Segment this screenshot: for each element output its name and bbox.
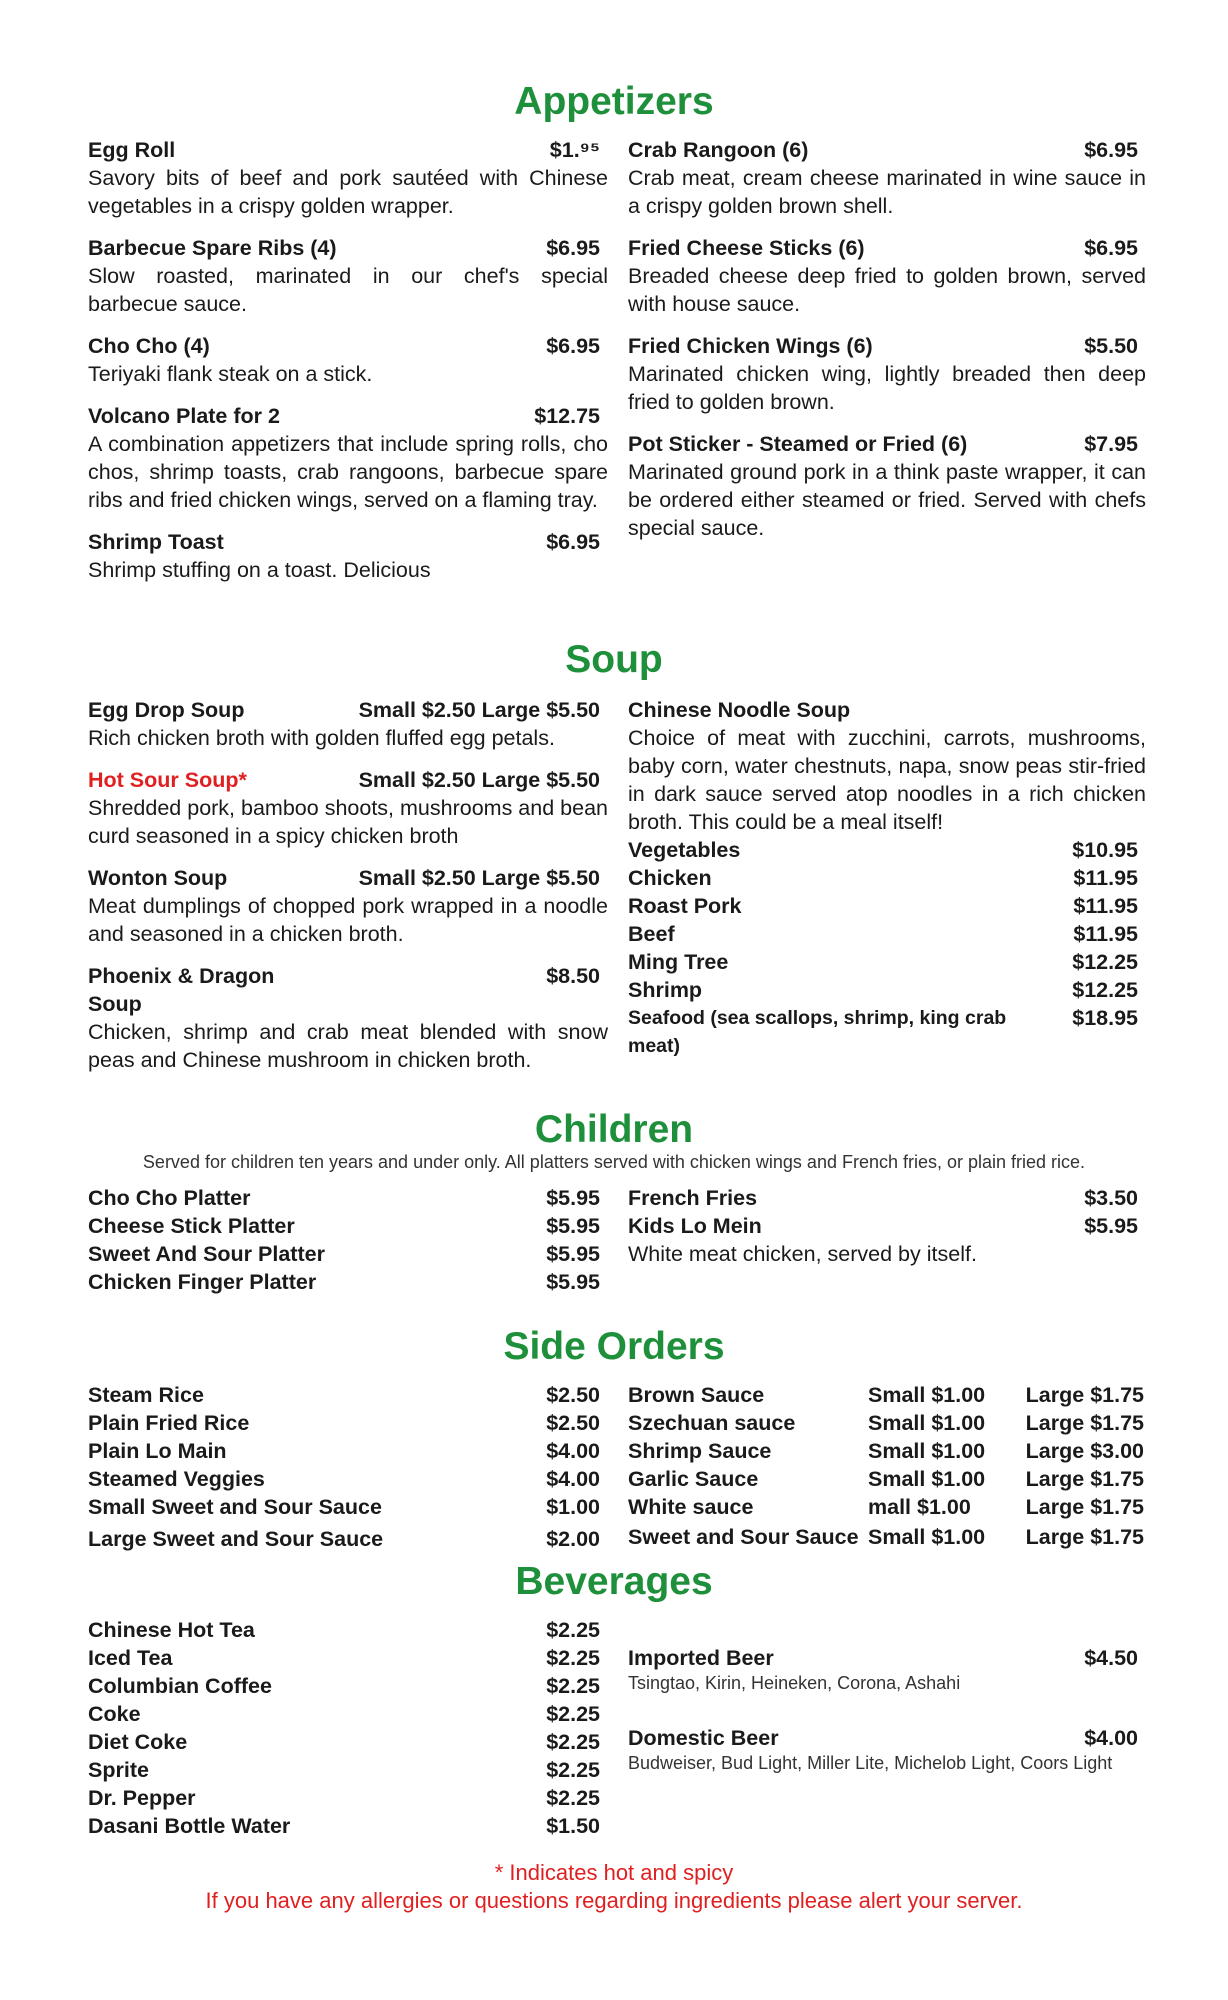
list-item <box>88 1700 608 1728</box>
item-name-spicy: Hot Sour Soup* <box>88 768 247 792</box>
item-name: Large Sweet and Sour Sauce <box>88 1527 384 1551</box>
option-price: $11.95 <box>1073 922 1138 946</box>
appetizers-heading: Appetizers <box>514 80 714 123</box>
item-name: Wonton Soup <box>88 866 228 890</box>
large-price: Large $3.00 <box>1025 1439 1144 1463</box>
item-name: Columbian Coffee <box>88 1674 272 1698</box>
list-item <box>628 1724 1146 1752</box>
menu-item <box>88 332 608 388</box>
item-price: $5.95 <box>546 1186 600 1210</box>
item-price: $1.50 <box>546 1814 600 1838</box>
item-name: Small Sweet and Sour Sauce <box>88 1495 382 1519</box>
soup-heading: Soup <box>565 638 663 681</box>
option-name: Seafood (sea scallops, shrimp, king crab meat) <box>628 1007 1007 1057</box>
option-name: Beef <box>628 922 675 946</box>
item-price: $6.95 <box>546 530 600 554</box>
list-item <box>628 1523 1146 1551</box>
item-name: Crab Rangoon (6) <box>628 138 809 162</box>
item-price: $6.95 <box>1084 236 1138 260</box>
item-price: $2.25 <box>546 1702 600 1726</box>
item-price: $5.95 <box>546 1214 600 1238</box>
item-name: Cheese Stick Platter <box>88 1214 295 1238</box>
beverages-left-column <box>88 1616 608 1840</box>
list-item <box>628 1493 1146 1521</box>
soup-left-column <box>88 696 608 1088</box>
menu-item <box>88 234 608 318</box>
appetizers-left-column <box>88 136 608 598</box>
list-item <box>628 1644 1146 1672</box>
item-name: Iced Tea <box>88 1646 173 1670</box>
item-name: Diet Coke <box>88 1730 188 1754</box>
children-heading: Children <box>534 1108 694 1151</box>
item-name: Plain Lo Main <box>88 1439 227 1463</box>
list-item <box>88 1465 608 1493</box>
beer-brands: Tsingtao, Kirin, Heineken, Corona, Ashahi <box>628 1673 961 1693</box>
item-price: $7.95 <box>1084 432 1138 456</box>
appetizers-right-column <box>628 136 1146 556</box>
item-name: Fried Chicken Wings (6) <box>628 334 873 358</box>
small-price: mall $1.00 <box>868 1495 971 1519</box>
item-name: Sprite <box>88 1758 149 1782</box>
item-description: Breaded cheese deep fried to golden brown, served with house sauce. <box>628 264 1146 316</box>
item-price: $5.95 <box>1084 1214 1138 1238</box>
item-price: $3.50 <box>1084 1186 1138 1210</box>
spicy-note: * Indicates hot and spicy <box>494 1860 734 1885</box>
option-name: Shrimp <box>628 978 703 1002</box>
option-price: $18.95 <box>1072 1006 1138 1030</box>
children-note: Served for children ten years and under only. All platters served with chicken wings and French fries, or plain fried rice. <box>142 1152 1086 1172</box>
menu-item <box>628 234 1146 318</box>
small-price: Small $1.00 <box>868 1383 986 1407</box>
small-price: Small $1.00 <box>868 1525 986 1549</box>
item-price: $2.25 <box>546 1674 600 1698</box>
noodle-soup-column <box>628 696 1146 1060</box>
list-item <box>88 1525 608 1553</box>
sauce-name: Sweet and Sour Sauce <box>628 1525 859 1549</box>
option-name: Roast Pork <box>628 894 742 918</box>
item-description: Shredded pork, bamboo shoots, mushrooms and bean curd seasoned in a spicy chicken broth <box>88 796 608 848</box>
menu-item <box>88 962 608 1074</box>
menu-item <box>628 136 1146 220</box>
list-item <box>88 1812 608 1840</box>
list-item <box>88 1184 608 1212</box>
option-price: $10.95 <box>1072 838 1138 862</box>
children-right-column <box>628 1184 1146 1268</box>
option-price: $11.95 <box>1073 894 1138 918</box>
item-name: Imported Beer <box>628 1646 774 1670</box>
option-price: $12.25 <box>1072 950 1138 974</box>
option-row <box>628 836 1146 864</box>
large-price: Large $1.75 <box>1025 1467 1144 1491</box>
item-name: French Fries <box>628 1186 758 1210</box>
sides-left-column <box>88 1381 608 1553</box>
allergy-note: If you have any allergies or questions regarding ingredients please alert your server. <box>205 1888 1023 1913</box>
item-name: Steamed Veggies <box>88 1467 265 1491</box>
item-name: Chinese Noodle Soup <box>628 698 851 722</box>
item-sizes: $8.50 <box>546 964 600 988</box>
list-item <box>88 1784 608 1812</box>
beer-column <box>628 1644 1146 1774</box>
large-price: Large $1.75 <box>1025 1495 1144 1519</box>
item-price: $6.95 <box>546 236 600 260</box>
item-price: $1.⁹⁵ <box>549 138 600 162</box>
item-price: $2.25 <box>546 1758 600 1782</box>
item-price: $6.95 <box>1084 138 1138 162</box>
item-description: Slow roasted, marinated in our chef's special barbecue sauce. <box>88 264 608 316</box>
menu-item <box>88 696 608 752</box>
menu-item <box>88 402 608 514</box>
list-item <box>628 1465 1146 1493</box>
item-price: $4.00 <box>1084 1726 1138 1750</box>
item-name: Kids Lo Mein <box>628 1214 762 1238</box>
item-description: Crab meat, cream cheese marinated in wine sauce in a crispy golden brown shell. <box>628 166 1146 218</box>
item-description: Choice of meat with zucchini, carrots, mushrooms, baby corn, water chestnuts, napa, snow peas stir-fried in dark sauce served atop noodles in a rich chicken broth. This could be a meal itself! <box>628 726 1146 834</box>
item-name: Dr. Pepper <box>88 1786 196 1810</box>
list-item <box>88 1240 608 1268</box>
option-row <box>628 920 1146 948</box>
item-name: Steam Rice <box>88 1383 204 1407</box>
item-name: Cho Cho Platter <box>88 1186 251 1210</box>
list-item <box>88 1728 608 1756</box>
list-item <box>88 1616 608 1644</box>
item-price: $2.25 <box>546 1618 600 1642</box>
sauce-name: Szechuan sauce <box>628 1411 796 1435</box>
option-row <box>628 976 1146 1004</box>
item-name: Barbecue Spare Ribs (4) <box>88 236 337 260</box>
option-row <box>628 1004 1146 1060</box>
item-name: Egg Roll <box>88 138 176 162</box>
item-description: Shrimp stuffing on a toast. Delicious <box>88 558 431 582</box>
option-row <box>628 864 1146 892</box>
item-name: Coke <box>88 1702 141 1726</box>
item-description: Rich chicken broth with golden fluffed egg petals. <box>88 726 555 750</box>
item-price: $2.00 <box>546 1527 600 1551</box>
small-price: Small $1.00 <box>868 1411 986 1435</box>
item-sizes: Small $2.50 Large $5.50 <box>358 866 600 890</box>
option-row <box>628 948 1146 976</box>
item-sizes: Small $2.50 Large $5.50 <box>358 698 600 722</box>
option-name: Chicken <box>628 866 712 890</box>
item-price: $6.95 <box>546 334 600 358</box>
item-description: A combination appetizers that include spring rolls, cho chos, shrimp toasts, crab rangoons, barbecue spare ribs and fried chicken wings, served on a flaming tray. <box>88 432 608 512</box>
option-name: Vegetables <box>628 838 741 862</box>
menu-item <box>88 528 608 584</box>
item-price: $5.95 <box>546 1242 600 1266</box>
option-price: $12.25 <box>1072 978 1138 1002</box>
large-price: Large $1.75 <box>1025 1411 1144 1435</box>
list-item <box>628 1184 1146 1212</box>
item-name: Pot Sticker - Steamed or Fried (6) <box>628 432 968 456</box>
large-price: Large $1.75 <box>1025 1383 1144 1407</box>
item-price: $4.00 <box>546 1467 600 1491</box>
item-price: $2.50 <box>546 1411 600 1435</box>
list-item <box>628 1212 1146 1240</box>
list-item <box>628 1381 1146 1409</box>
sauces-right-column <box>628 1381 1146 1551</box>
option-name: Ming Tree <box>628 950 729 974</box>
item-price: $1.00 <box>546 1495 600 1519</box>
item-price: $4.50 <box>1084 1646 1138 1670</box>
item-name: Phoenix & Dragon Soup <box>88 964 275 1016</box>
option-row <box>628 892 1146 920</box>
item-description: Meat dumplings of chopped pork wrapped in a noodle and seasoned in a chicken broth. <box>88 894 608 946</box>
list-item <box>628 1437 1146 1465</box>
item-name: Chinese Hot Tea <box>88 1618 255 1642</box>
item-name: Chicken Finger Platter <box>88 1270 317 1294</box>
item-name: Cho Cho (4) <box>88 334 210 358</box>
sauce-name: Garlic Sauce <box>628 1467 759 1491</box>
beer-brands: Budweiser, Bud Light, Miller Lite, Michelob Light, Coors Light <box>628 1753 1113 1773</box>
list-item <box>88 1409 608 1437</box>
large-price: Large $1.75 <box>1025 1525 1144 1549</box>
item-price: $4.00 <box>546 1439 600 1463</box>
menu-item <box>628 332 1146 416</box>
list-item <box>88 1437 608 1465</box>
list-item <box>88 1268 608 1296</box>
item-price: $2.25 <box>546 1730 600 1754</box>
item-name: Plain Fried Rice <box>88 1411 250 1435</box>
list-item <box>88 1493 608 1521</box>
list-item <box>628 1409 1146 1437</box>
list-item <box>88 1644 608 1672</box>
small-price: Small $1.00 <box>868 1439 986 1463</box>
item-price: $2.25 <box>546 1646 600 1670</box>
item-name: Sweet And Sour Platter <box>88 1242 325 1266</box>
list-item <box>88 1672 608 1700</box>
small-price: Small $1.00 <box>868 1467 986 1491</box>
sauce-name: Brown Sauce <box>628 1383 765 1407</box>
item-description: Teriyaki flank steak on a stick. <box>88 362 373 386</box>
menu-item <box>88 136 608 220</box>
menu-item <box>88 864 608 948</box>
item-name: Egg Drop Soup <box>88 698 245 722</box>
item-price: $5.50 <box>1084 334 1138 358</box>
item-sizes: Small $2.50 Large $5.50 <box>358 768 600 792</box>
item-price: $5.95 <box>546 1270 600 1294</box>
item-description: White meat chicken, served by itself. <box>628 1242 977 1266</box>
children-left-column <box>88 1184 608 1296</box>
item-name: Domestic Beer <box>628 1726 779 1750</box>
item-name: Volcano Plate for 2 <box>88 404 280 428</box>
item-price: $12.75 <box>534 404 600 428</box>
item-description: Savory bits of beef and pork sautéed with Chinese vegetables in a crispy golden wrapper. <box>88 166 608 218</box>
sauce-name: Shrimp Sauce <box>628 1439 772 1463</box>
list-item <box>88 1756 608 1784</box>
option-price: $11.95 <box>1073 866 1138 890</box>
beverages-heading: Beverages <box>515 1560 713 1603</box>
item-name: Fried Cheese Sticks (6) <box>628 236 865 260</box>
sauce-name: White sauce <box>628 1495 754 1519</box>
item-name: Shrimp Toast <box>88 530 224 554</box>
list-item <box>88 1212 608 1240</box>
item-price: $2.25 <box>546 1786 600 1810</box>
item-description: Marinated chicken wing, lightly breaded then deep fried to golden brown. <box>628 362 1146 414</box>
side-orders-heading: Side Orders <box>503 1325 725 1368</box>
item-description: Chicken, shrimp and crab meat blended with snow peas and Chinese mushroom in chicken broth. <box>88 1020 608 1072</box>
menu-item <box>628 430 1146 542</box>
menu-item <box>88 766 608 850</box>
item-name: Dasani Bottle Water <box>88 1814 291 1838</box>
item-price: $2.50 <box>546 1383 600 1407</box>
list-item <box>88 1381 608 1409</box>
item-description: Marinated ground pork in a think paste wrapper, it can be ordered either steamed or fried. Served with chefs special sauce. <box>628 460 1146 540</box>
